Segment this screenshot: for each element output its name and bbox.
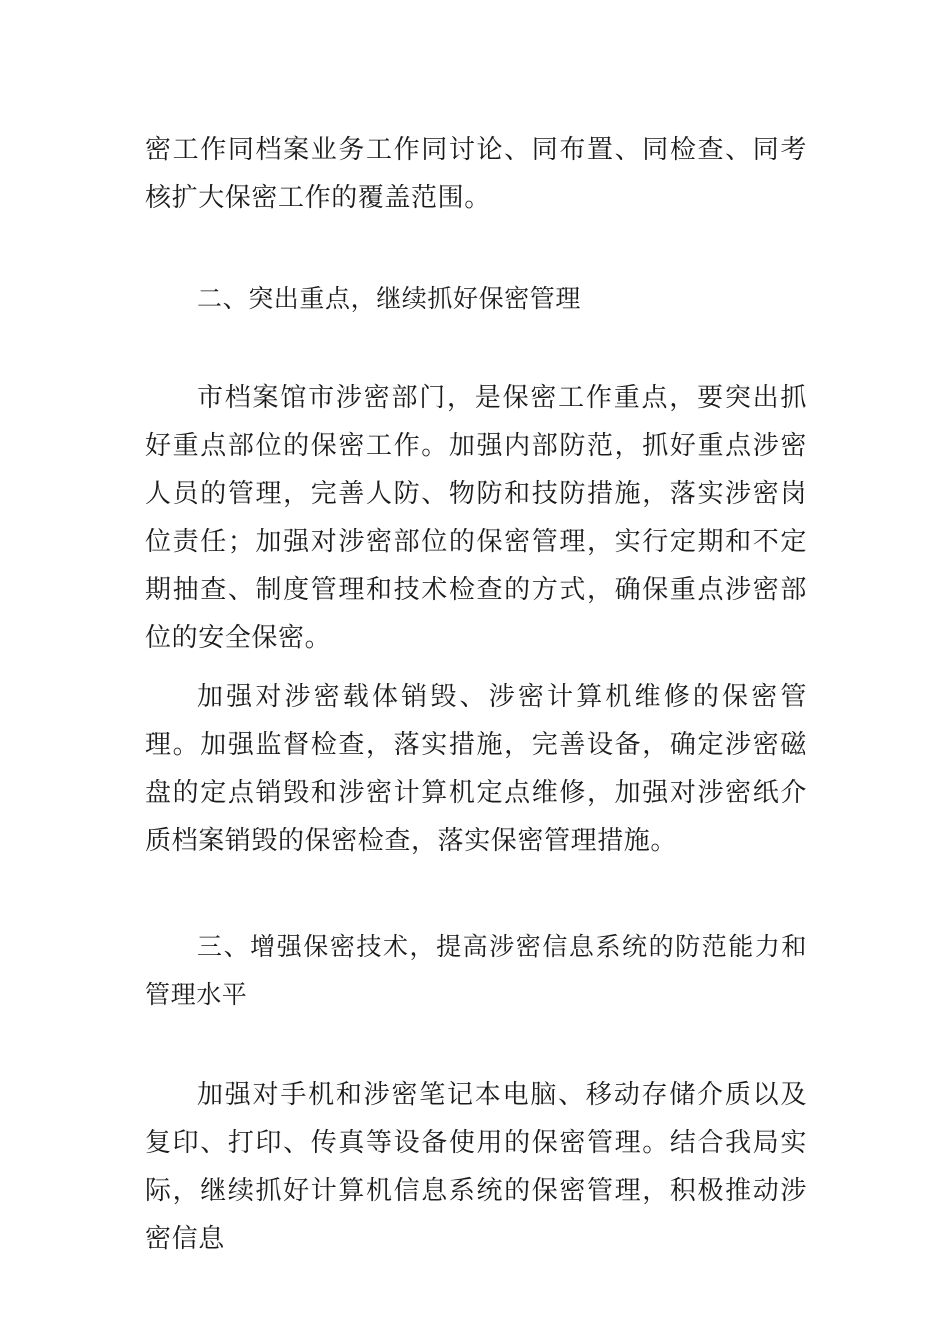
paragraph-carrier-destruction: 加强对涉密载体销毁、涉密计算机维修的保密管理。加强监督检查，落实措施，完善设备，确定涉密磁盘的定点销毁和涉密计算机定点维修，加强对涉密纸介质档案销毁的保密检查，落实保密管理措施。 [145,682,807,856]
paragraph-continuation: 密工作同档案业务工作同讨论、同布置、同检查、同考核扩大保密工作的覆盖范围。 [145,135,807,213]
paragraph-key-areas: 市档案馆市涉密部门，是保密工作重点，要突出抓好重点部位的保密工作。加强内部防范，抓好重点涉密人员的管理，完善人防、物防和技防措施，落实涉密岗位责任；加强对涉密部位的保密管理，实行定期和不定期抽查、制度管理和技术检查的方式，确保重点涉密部位的安全保密。 [145,383,807,653]
paragraph-device-management: 加强对手机和涉密笔记本电脑、移动存储介质以及复印、打印、传真等设备使用的保密管理。结合我局实际，继续抓好计算机信息系统的保密管理，积极推动涉密信息 [145,1080,807,1254]
section-heading-2: 二、突出重点，继续抓好保密管理 [197,284,582,313]
section-heading-3: 三、增强保密技术，提高涉密信息系统的防范能力和管理水平 [145,932,807,1009]
